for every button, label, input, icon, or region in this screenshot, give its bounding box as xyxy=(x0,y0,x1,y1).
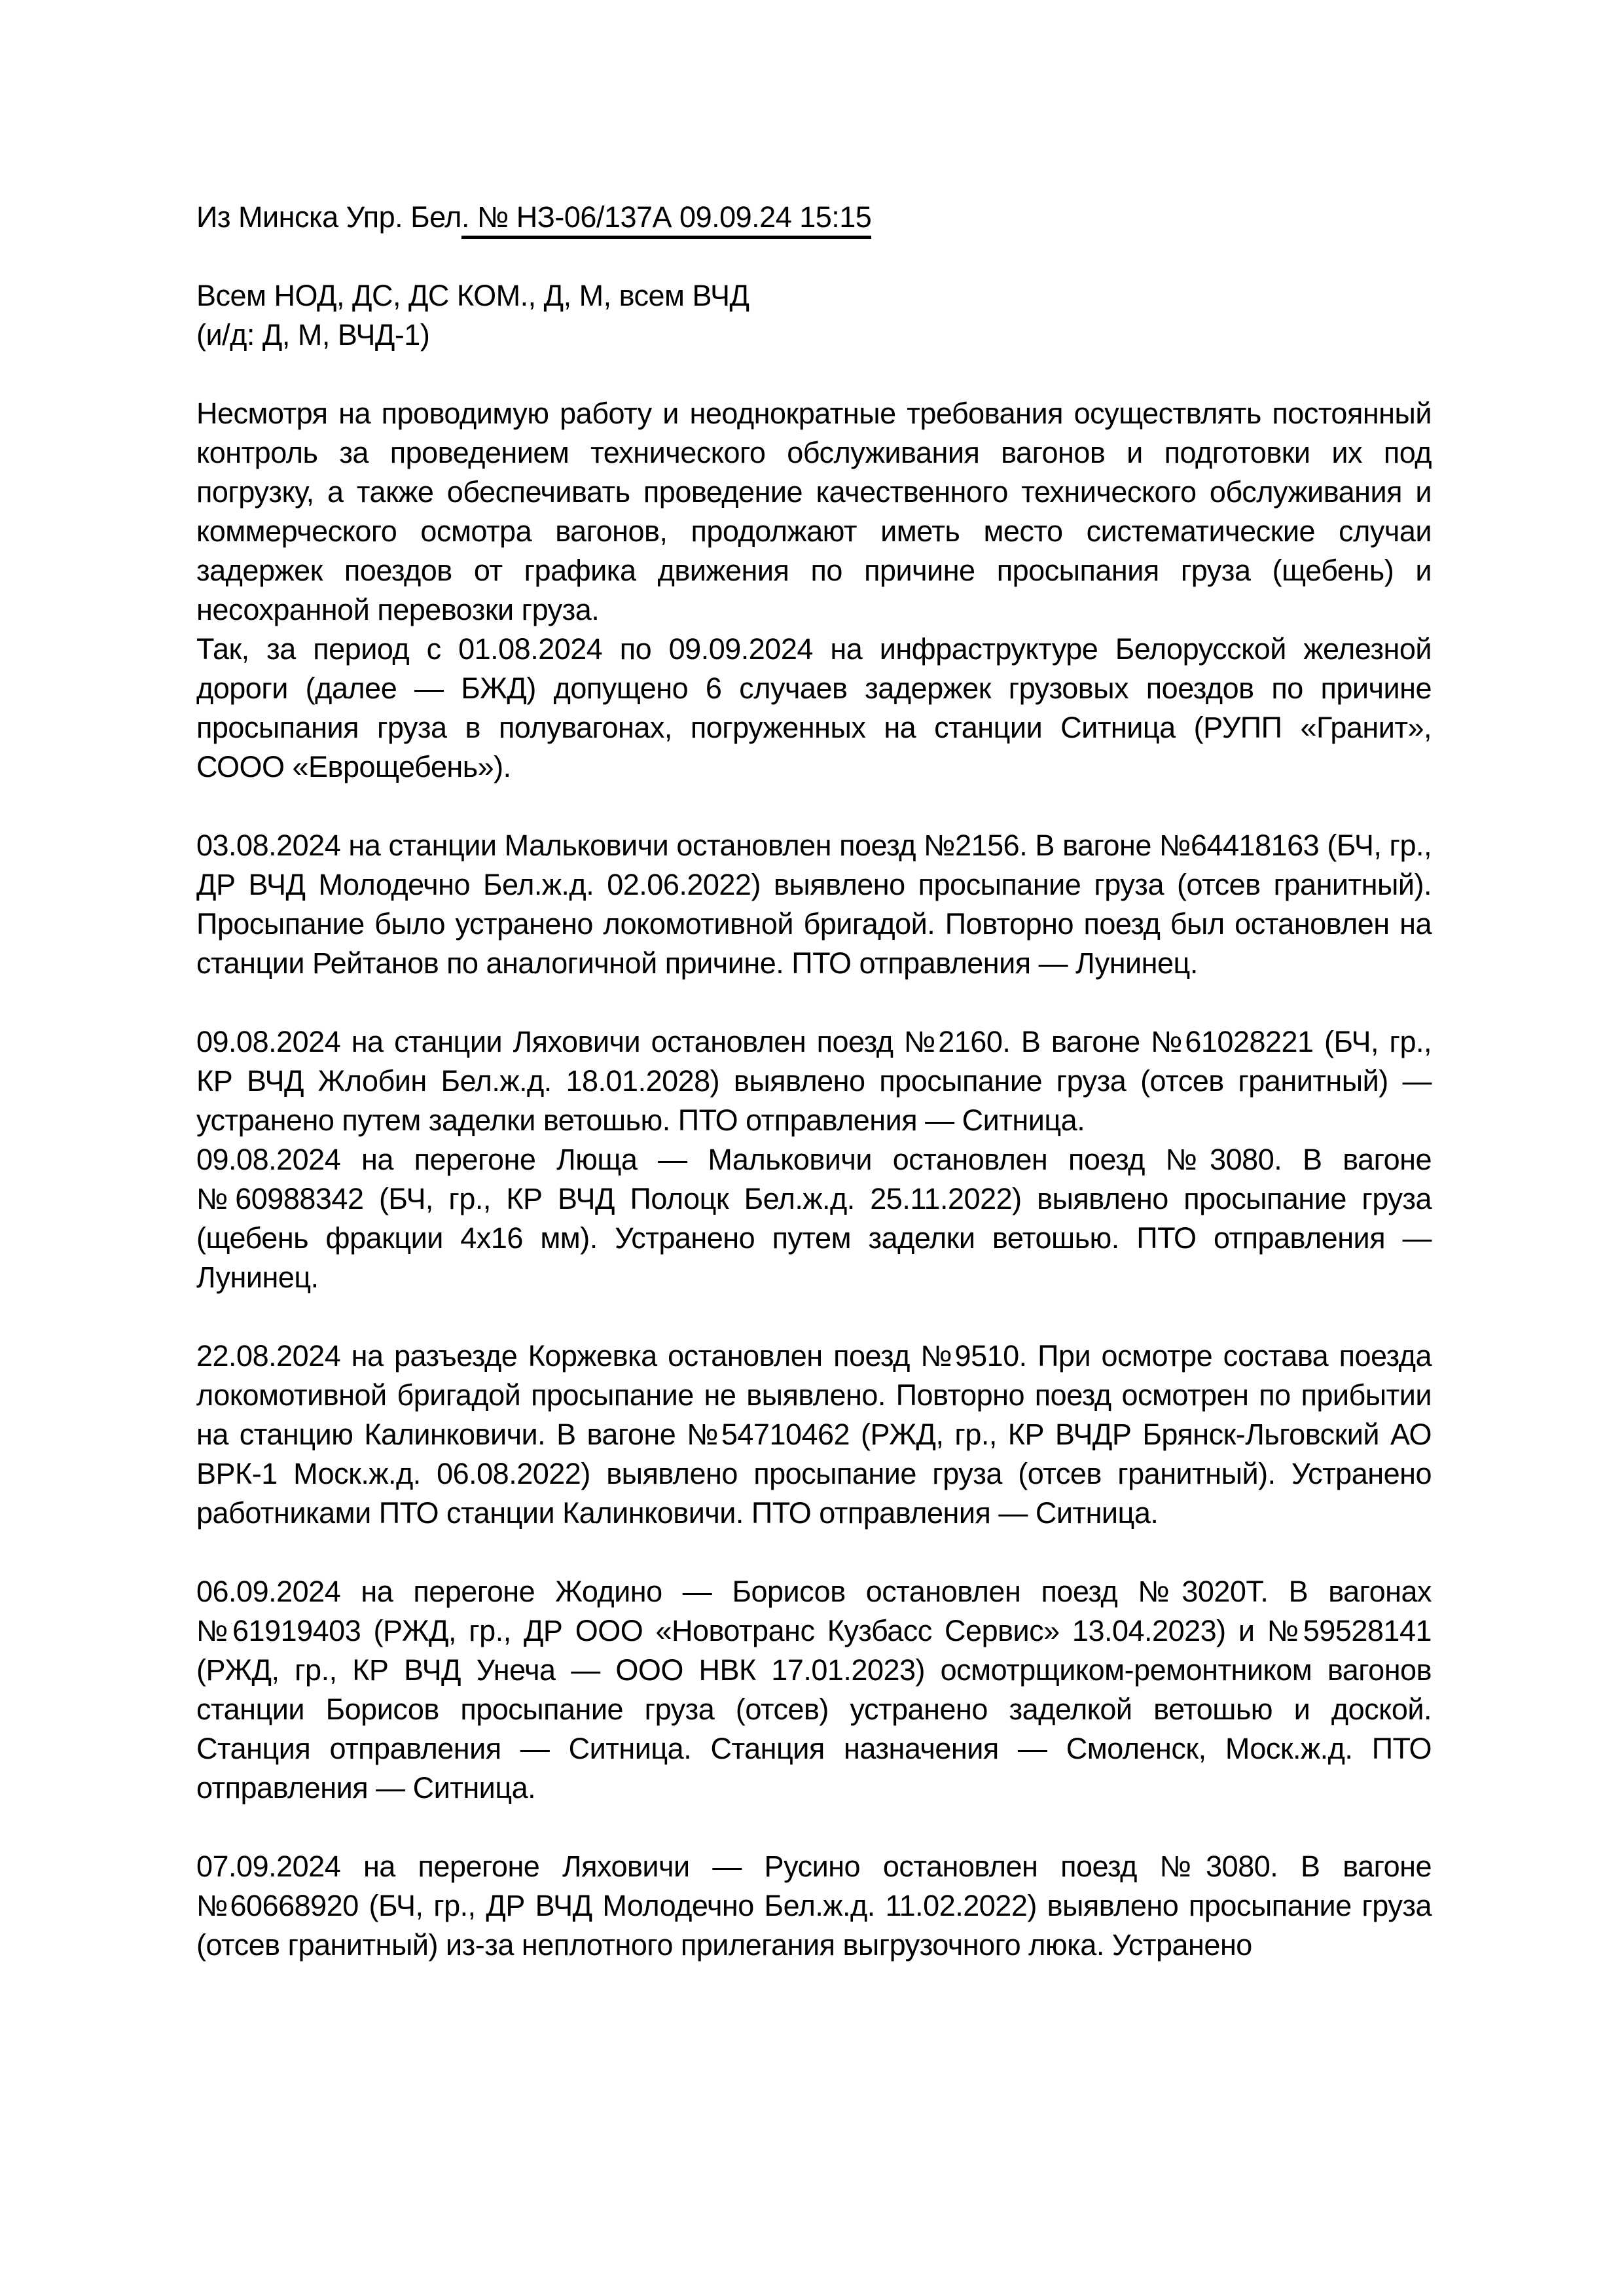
addressee-line-1: Всем НОД, ДС, ДС КОМ., Д, М, всем ВЧД xyxy=(196,279,749,312)
period-summary-paragraph: Так, за период с 01.08.2024 по 09.09.2024 на инфраструктуре Белорусской железной дороги (далее — БЖД) допущено 6 случаев задержек грузовых поездов по причине просыпания груза в полувагонах, погруженных на станции Ситница (РУПП «Гранит», СООО «Еврощебень»). xyxy=(196,632,1432,783)
incident-paragraph-09-08-lyakhovichi: 09.08.2024 на станции Ляховичи остановлен поезд №2160. В вагоне №61028221 (БЧ, гр., КР ВЧД Жлобин Бел.ж.д. 18.01.2028) выявлено просыпание груза (отсев гранитный) — устранено путем заделки ветошью. ПТО отправления — Ситница. xyxy=(196,1025,1432,1137)
incident-paragraph-06-09-zhodino: 06.09.2024 на перегоне Жодино — Борисов остановлен поезд №3020Т. В вагонах №61919403 (РЖД, гр., ДР ООО «Новотранс Кузбасс Сервис» 13.04.2023) и №59528141 (РЖД, гр., КР ВЧД Унеча — ООО НВК 17.01.2023) осмотрщиком-ремонтником вагонов станции Борисов просыпание груза (отсев) устранено заделкой ветошью и доской. Станция отправления — Ситница. Станция назначения — Смоленск, Моск.ж.д. ПТО отправления — Ситница. xyxy=(196,1575,1432,1804)
incident-paragraph-07-09-lyakhovichi-rusino: 07.09.2024 на перегоне Ляховичи — Русино остановлен поезд №3080. В вагоне №60668920 (БЧ, гр., ДР ВЧД Молодечно Бел.ж.д. 11.02.2022) выявлено просыпание груза (отсев гранитный) из-за неплотного прилегания выгрузочного люка. Устранено xyxy=(196,1850,1432,1962)
incident-paragraph-22-08-korzhevka: 22.08.2024 на разъезде Коржевка остановлен поезд №9510. При осмотре состава поезда локомотивной бригадой просыпание не выявлено. Повторно поезд осмотрен по прибытии на станцию Калинковичи. В вагоне №54710462 (РЖД, гр., КР ВЧДР Брянск-Льговский АО ВРК-1 Моск.ж.д. 06.08.2022) выявлено просыпание груза (отсев гранитный). Устранено работниками ПТО станции Калинковичи. ПТО отправления — Ситница. xyxy=(196,1339,1432,1530)
incident-paragraph-09-08-lyushcha: 09.08.2024 на перегоне Люща — Мальковичи остановлен поезд №3080. В вагоне №60988342 (БЧ, гр., КР ВЧД Полоцк Бел.ж.д. 25.11.2022) выявлено просыпание груза (щебень фракции 4х16 мм). Устранено путем заделки ветошью. ПТО отправления — Лунинец. xyxy=(196,1143,1432,1294)
incident-paragraph-03-08-malkovichi: 03.08.2024 на станции Мальковичи остановлен поезд №2156. В вагоне №64418163 (БЧ, гр., ДР ВЧД Молодечно Бел.ж.д. 02.06.2022) выявлено просыпание груза (отсев гранитный). Просыпание было устранено локомотивной бригадой. Повторно поезд был остановлен на станции Рейтанов по аналогичной причине. ПТО отправления — Лунинец. xyxy=(196,829,1432,980)
telegram-header xyxy=(196,198,1432,237)
header-number-date-underlined: . № НЗ-06/137А 09.09.24 15:15 xyxy=(461,200,871,239)
intro-paragraph: Несмотря на проводимую работу и неоднократные требования осуществлять постоянный контроль за проведением технического обслуживания вагонов и подготовки их под погрузку, а также обеспечивать проведение качественного технического обслуживания и коммерческого осмотра вагонов, продолжают иметь место систематические случаи задержек поездов от графика движения по причине просыпания груза (щебень) и несохранной перевозки груза. xyxy=(196,397,1432,626)
header-origin: Из Минска Упр. Бел xyxy=(196,200,461,234)
addressee-line-2: (и/д: Д, М, ВЧД-1) xyxy=(196,318,430,351)
